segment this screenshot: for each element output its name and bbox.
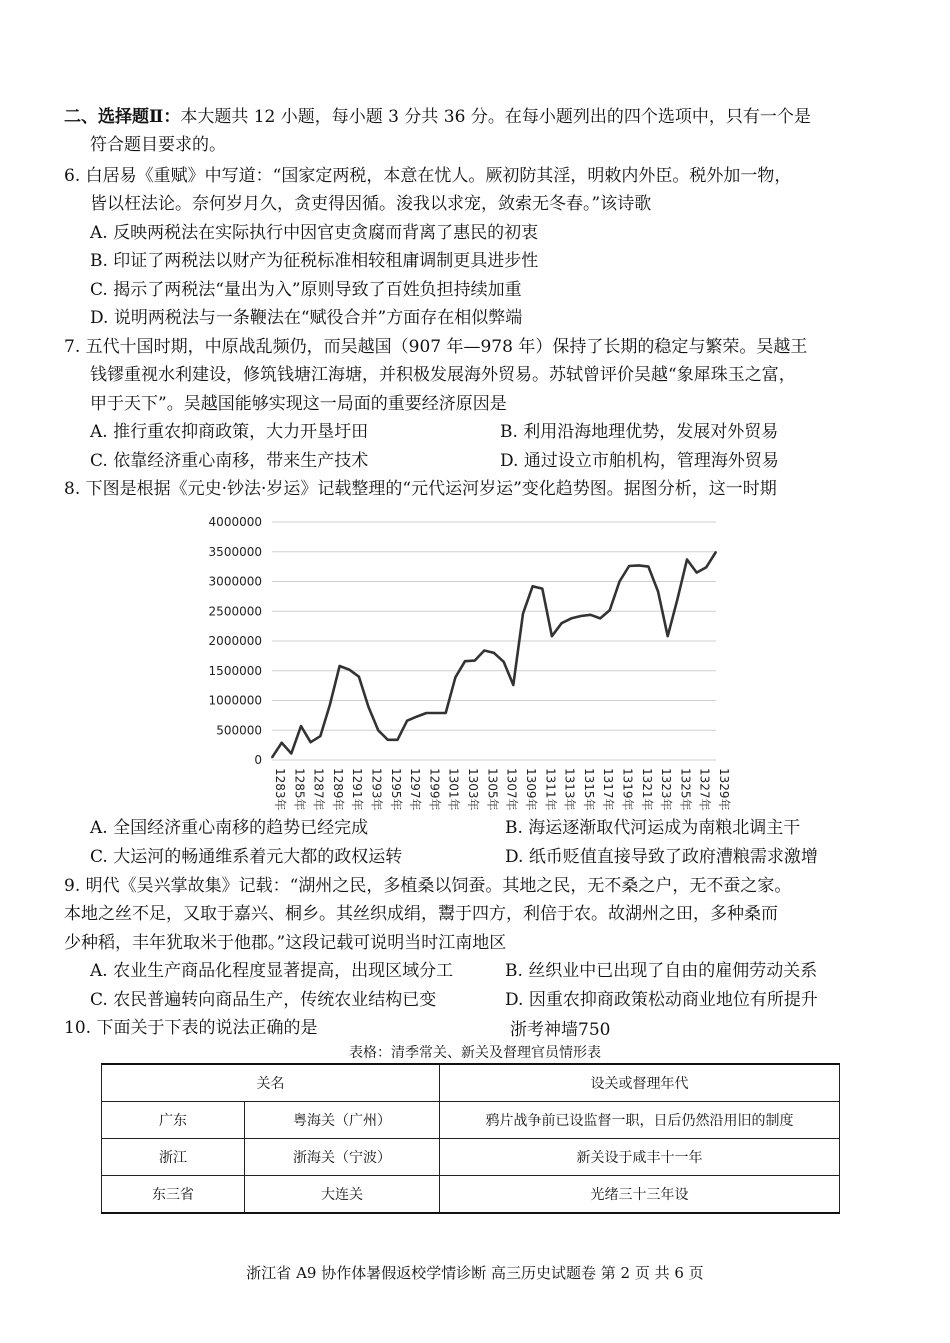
x-tick-label: 1313年 [562,768,577,811]
x-tick-label: 1309年 [523,768,538,811]
data-point [628,565,630,567]
data-point [397,739,399,741]
data-point [580,615,582,617]
x-tick-label: 1293年 [369,768,384,811]
q7-stem-line3: 甲于天下”。吴越国能够实现这一局面的重要经济原因是 [90,394,507,414]
table-row [102,1139,840,1176]
q9-option-d: D. 因重农抑商政策松动商业地位有所提升 [505,990,818,1010]
data-point [503,661,505,663]
table-row [102,1176,840,1214]
data-point [696,572,698,574]
data-point [455,676,457,678]
page-footer: 浙江省 A9 协作体暑假返校学情诊断 高三历史试题卷 第 2 页 共 6 页 [246,1264,704,1282]
data-point [416,716,418,718]
x-tick-label: 1295年 [388,768,403,811]
watermark-text: 浙考神墙750 [510,1020,611,1040]
table-cell: 浙江 [102,1139,245,1176]
data-point [358,676,360,678]
y-tick-label: 3000000 [208,574,262,589]
data-point [493,652,495,654]
q8-option-d: D. 纸币贬值直接导致了政府漕粮需求激增 [505,847,818,867]
table-cell: 光绪三十三年设 [440,1176,840,1214]
section-header-line2: 符合题目要求的。 [90,135,226,155]
customs-table [101,1063,840,1214]
data-point [570,618,572,620]
table-cell: 大连关 [245,1176,440,1214]
y-tick-label: 2500000 [208,604,262,619]
x-tick-label: 1329年 [717,768,731,811]
data-point [648,566,650,568]
data-point [348,669,350,671]
section-instructions: 本大题共 12 小题，每小题 3 分共 36 分。在每小题列出的四个选项中，只有一个是 [180,107,811,127]
data-point [271,757,273,759]
data-point [686,559,688,561]
y-tick-label: 2000000 [208,634,262,648]
q9-option-c: C. 农民普遍转向商品生产，传统农业结构已变 [90,990,437,1010]
section-header-line1 [64,104,811,130]
data-point [667,635,669,637]
x-tick-label: 1299年 [427,768,442,811]
x-tick-label: 1283年 [273,768,287,811]
table-cell: 广东 [102,1102,245,1139]
q7-option-b: B. 利用沿海地理优势，发展对外贸易 [500,422,779,442]
y-tick-label: 4000000 [208,515,262,529]
q7-stem-line1: 7. 五代十国时期，中原战乱频仍，而吴越国（907 年—978 年）保持了长期的稳定与繁荣。吴越王 [64,337,808,357]
data-point [551,635,553,637]
q6-stem-line1: 6. 白居易《重赋》中写道：“国家定两税，本意在忧人。厥初防其淫，明敕内外臣。税外加一物， [64,166,792,186]
q6-option-d: D. 说明两税法与一条鞭法在“赋役合并”方面存在相似弊端 [90,308,523,328]
x-tick-label: 1317年 [601,768,616,811]
data-point [609,609,611,611]
x-tick-label: 1305年 [485,768,500,811]
q6-option-b: B. 印证了两税法以财产为征税标准相较租庸调制更具进步性 [90,251,539,271]
canal-transport-line-chart [200,508,740,814]
q6-stem-line2: 皆以枉法论。奈何岁月久，贪吏得因循。浚我以求宠，敛索无冬春。”该诗歌 [90,194,652,214]
q9-option-a: A. 农业生产商品化程度显著提高，出现区域分工 [90,961,454,981]
y-tick-label: 0 [254,753,262,767]
q6-option-c: C. 揭示了两税法“量出为入”原则导致了百姓负担持续加重 [90,280,522,300]
x-tick-label: 1323年 [659,768,674,811]
table-cell: 鸦片战争前已设监督一职，日后仍然沿用旧的制度 [440,1102,840,1139]
data-point [561,622,563,624]
data-point [541,588,543,590]
data-point [706,566,708,568]
x-tick-label: 1297年 [408,768,423,811]
q6-option-a: A. 反映两税法在实际执行中因官吏贪腐而背离了惠民的初衷 [90,223,539,243]
data-point [677,599,679,601]
data-point [532,585,534,587]
data-point [522,613,524,615]
y-tick-label: 500000 [216,723,262,738]
table-row [102,1102,840,1139]
y-tick-label: 1000000 [208,693,262,708]
data-point [513,684,515,686]
data-point [377,729,379,731]
q9-option-b: B. 丝织业中已出现了自由的雇佣劳动关系 [505,961,818,981]
x-tick-label: 1325年 [678,768,693,811]
data-point [406,720,408,722]
x-tick-label: 1287年 [311,768,326,811]
data-point [474,660,476,662]
data-point [387,739,389,741]
series-line [272,552,716,758]
q8-option-c: C. 大运河的畅通维系着元大都的政权运转 [90,847,403,867]
q8-option-a: A. 全国经济重心南移的趋势已经完成 [90,818,369,838]
data-point [300,725,302,727]
section-title: 二、选择题Ⅱ： [64,107,181,127]
q7-option-d: D. 通过设立市舶机构，管理海外贸易 [500,451,779,471]
q7-option-a: A. 推行重农抑商政策，大力开垦圩田 [90,422,369,442]
y-tick-label: 1500000 [208,663,262,678]
data-point [368,706,370,708]
chart-gridlines [272,522,716,760]
chart-series [271,551,717,758]
data-point [281,742,283,744]
data-point [599,618,601,620]
data-point [638,565,640,567]
data-point [426,712,428,714]
x-tick-label: 1319年 [620,768,635,811]
x-tick-label: 1321年 [639,768,654,811]
table-caption: 表格：清季常关、新关及督理官员情形表 [349,1045,601,1061]
q8-stem-line1: 8. 下图是根据《元史·钞法·岁运》记载整理的“元代运河岁运”变化趋势图。据图分析，这一时期 [64,479,777,499]
table-header-cell: 设关或督理年代 [440,1064,840,1102]
y-tick-label: 3500000 [208,544,262,559]
table-cell: 新关设于咸丰十一年 [440,1139,840,1176]
x-tick-label: 1315年 [581,768,596,811]
q9-stem-line2: 本地之丝不足，又取于嘉兴、桐乡。其丝织成绢，鬻于四方，利倍于农。故湖州之田，多种桑而 [64,904,778,924]
table-header-row [102,1064,840,1102]
q9-stem-line3: 少种稻，丰年犹取米于他郡。”这段记载可说明当时江南地区 [64,933,507,953]
data-point [484,650,486,652]
data-point [310,741,312,743]
x-tick-label: 1327年 [697,768,712,811]
chart-x-tick-labels [273,768,732,811]
data-point [435,712,437,714]
x-tick-label: 1285年 [292,768,307,811]
data-point [339,665,341,667]
data-point [715,551,717,553]
chart-y-tick-labels [209,515,262,767]
x-tick-label: 1303年 [466,768,481,811]
table-cell: 浙海关（宁波） [245,1139,440,1176]
data-point [590,614,592,616]
q8-option-b: B. 海运逐渐取代河运成为南粮北调主干 [505,818,801,838]
x-tick-label: 1289年 [330,768,345,811]
data-point [291,753,293,755]
data-point [329,704,331,706]
data-point [464,660,466,662]
x-tick-label: 1301年 [446,768,461,811]
q7-stem-line2: 钱镠重视水利建设，修筑钱塘江海塘，并积极发展海外贸易。苏轼曾评价吴越“象犀珠玉之富， [90,365,796,385]
q7-option-c: C. 依靠经济重心南移，带来生产技术 [90,451,369,471]
data-point [319,735,321,737]
table-header-cell: 关名 [102,1064,440,1102]
x-tick-label: 1311年 [543,768,558,811]
data-point [619,581,621,583]
x-tick-label: 1291年 [350,768,365,811]
q10-stem-line1: 10. 下面关于下表的说法正确的是 [64,1018,318,1038]
data-point [657,591,659,593]
table-cell: 东三省 [102,1176,245,1214]
data-point [445,712,447,714]
table-cell: 粤海关（广州） [245,1102,440,1139]
x-tick-label: 1307年 [504,768,519,811]
q9-stem-line1: 9. 明代《吴兴掌故集》记载：“湖州之民，多植桑以饲蚕。其地之民，无不桑之户，无不蚕之家。 [64,876,792,896]
